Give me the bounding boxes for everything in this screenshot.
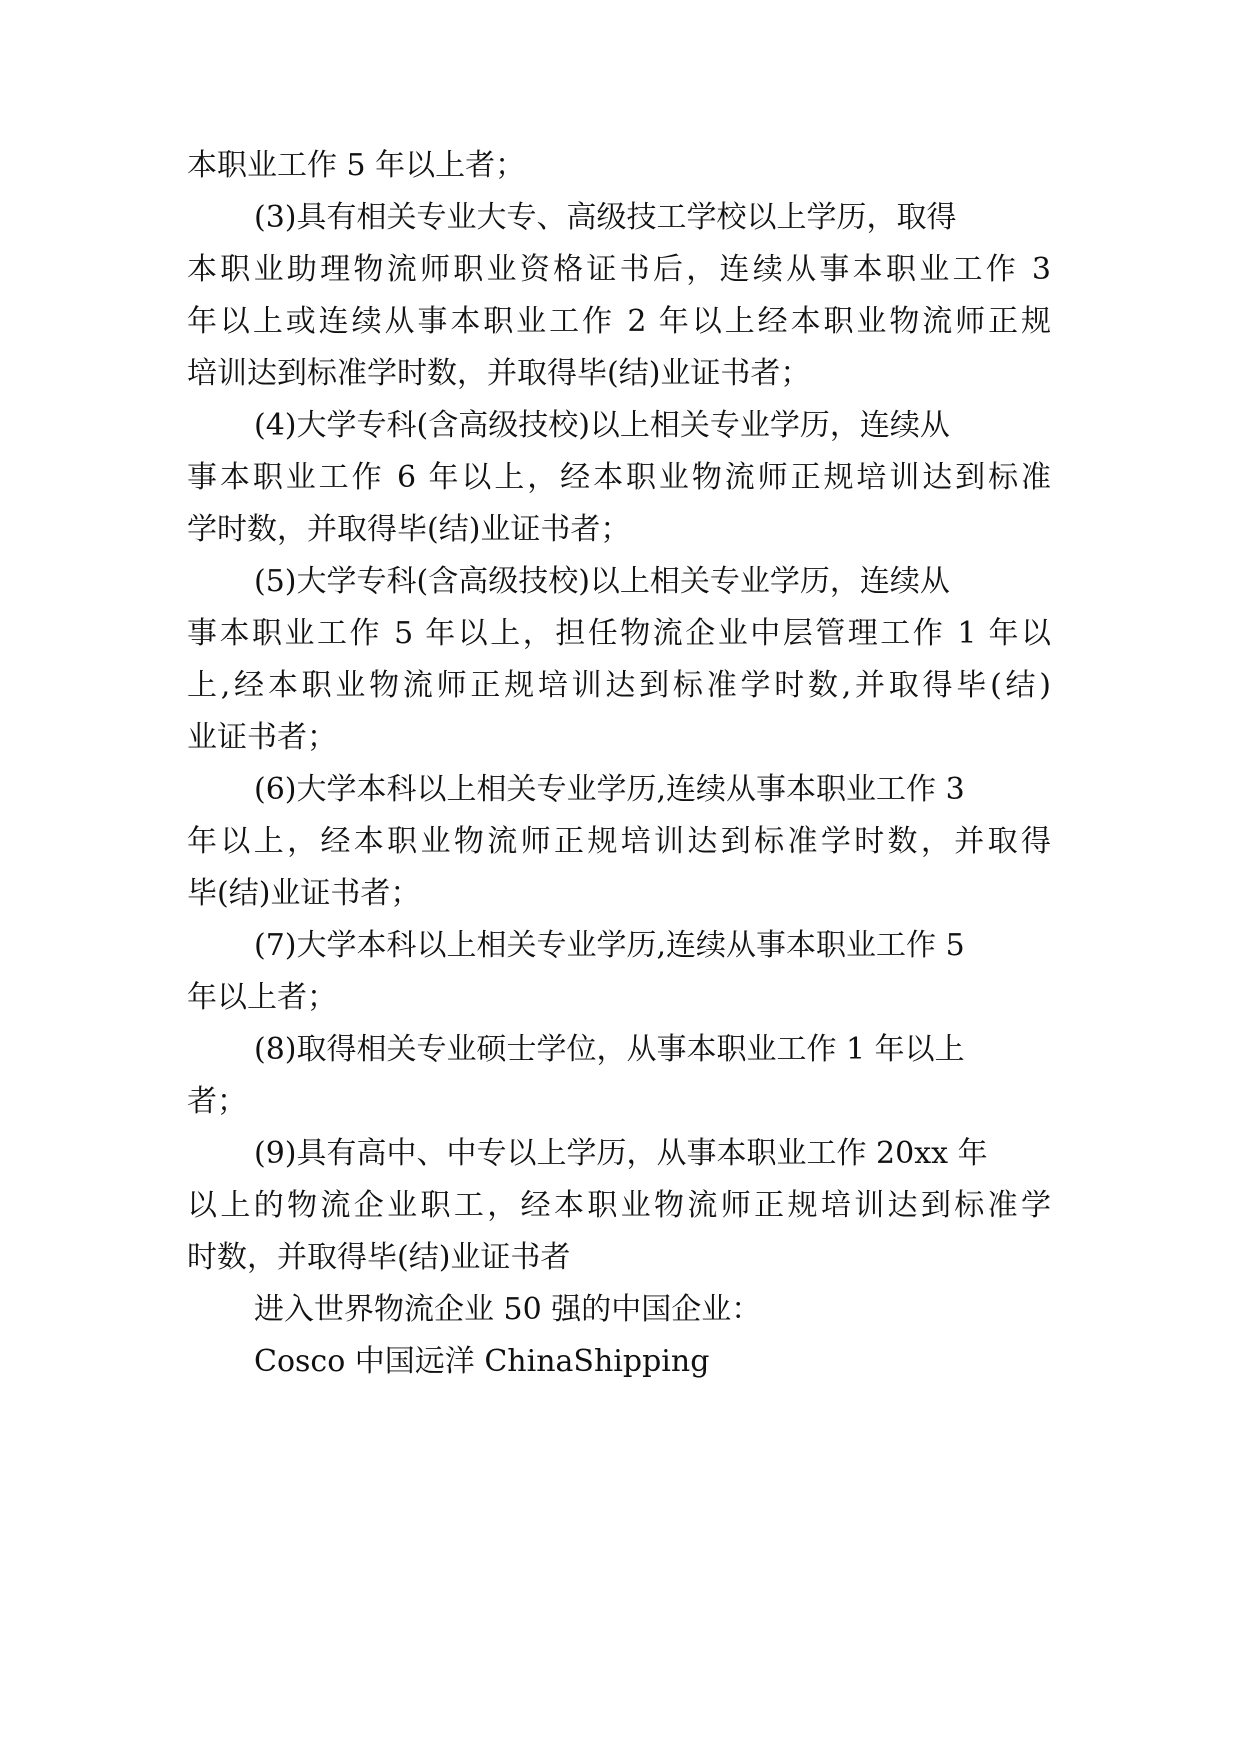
- line-text: (7)大学本科以上相关专业学历,连续从事本职业工作 5: [254, 928, 965, 963]
- line-text: 业证书者；: [187, 720, 337, 755]
- text-line-22: [0, 1229, 1241, 1287]
- text-line-17: [0, 969, 1241, 1027]
- line-text: 本职业助理物流师职业资格证书后，连续从事本职业工作 3: [187, 252, 1051, 287]
- line-text: 本职业工作 5 年以上者；: [187, 148, 526, 183]
- text-line-2: [0, 189, 1241, 247]
- text-line-9: [0, 553, 1241, 611]
- text-line-19: [0, 1073, 1241, 1131]
- text-line-20: [0, 1125, 1241, 1183]
- line-text: (6)大学本科以上相关专业学历,连续从事本职业工作 3: [254, 772, 965, 807]
- line-text: 者；: [187, 1084, 247, 1119]
- text-line-6: [0, 397, 1241, 455]
- text-line-14: [0, 813, 1241, 871]
- line-text: 培训达到标准学时数，并取得毕(结)业证书者；: [187, 356, 811, 391]
- line-text: (3)具有相关专业大专、高级技工学校以上学历，取得: [254, 200, 957, 235]
- text-line-8: [0, 501, 1241, 559]
- line-text: 事本职业工作 5 年以上，担任物流企业中层管理工作 1 年以: [187, 616, 1051, 651]
- text-line-11: [0, 657, 1241, 715]
- line-text: 时数，并取得毕(结)业证书者: [187, 1240, 571, 1275]
- line-text: 年以上，经本职业物流师正规培训达到标准学时数，并取得: [187, 824, 1051, 859]
- line-text: (9)具有高中、中专以上学历，从事本职业工作 20xx 年: [254, 1136, 988, 1171]
- line-text: (4)大学专科(含高级技校)以上相关专业学历，连续从: [254, 408, 950, 443]
- line-text: 年以上者；: [187, 980, 337, 1015]
- text-line-5: [0, 345, 1241, 403]
- line-text: Cosco 中国远洋 ChinaShipping: [254, 1344, 710, 1379]
- text-line-24: [0, 1333, 1241, 1391]
- text-line-12: [0, 709, 1241, 767]
- line-text: 学时数，并取得毕(结)业证书者；: [187, 512, 631, 547]
- text-line-15: [0, 865, 1241, 923]
- text-line-4: [0, 293, 1241, 351]
- line-text: 以上的物流企业职工，经本职业物流师正规培训达到标准学: [187, 1188, 1051, 1223]
- line-text: 进入世界物流企业 50 强的中国企业：: [254, 1292, 762, 1327]
- line-text: (5)大学专科(含高级技校)以上相关专业学历，连续从: [254, 564, 950, 599]
- line-text: (8)取得相关专业硕士学位，从事本职业工作 1 年以上: [254, 1032, 965, 1067]
- line-text: 年以上或连续从事本职业工作 2 年以上经本职业物流师正规: [187, 304, 1051, 339]
- text-line-16: [0, 917, 1241, 975]
- text-line-21: [0, 1177, 1241, 1235]
- text-line-18: [0, 1021, 1241, 1079]
- text-line-7: [0, 449, 1241, 507]
- line-text: 上,经本职业物流师正规培训达到标准学时数,并取得毕(结): [187, 668, 1051, 703]
- line-text: 毕(结)业证书者；: [187, 876, 421, 911]
- text-line-23: [0, 1281, 1241, 1339]
- text-line-3: [0, 241, 1241, 299]
- text-line-1: [0, 137, 1241, 195]
- line-text: 事本职业工作 6 年以上，经本职业物流师正规培训达到标准: [187, 460, 1051, 495]
- text-line-10: [0, 605, 1241, 663]
- text-line-13: [0, 761, 1241, 819]
